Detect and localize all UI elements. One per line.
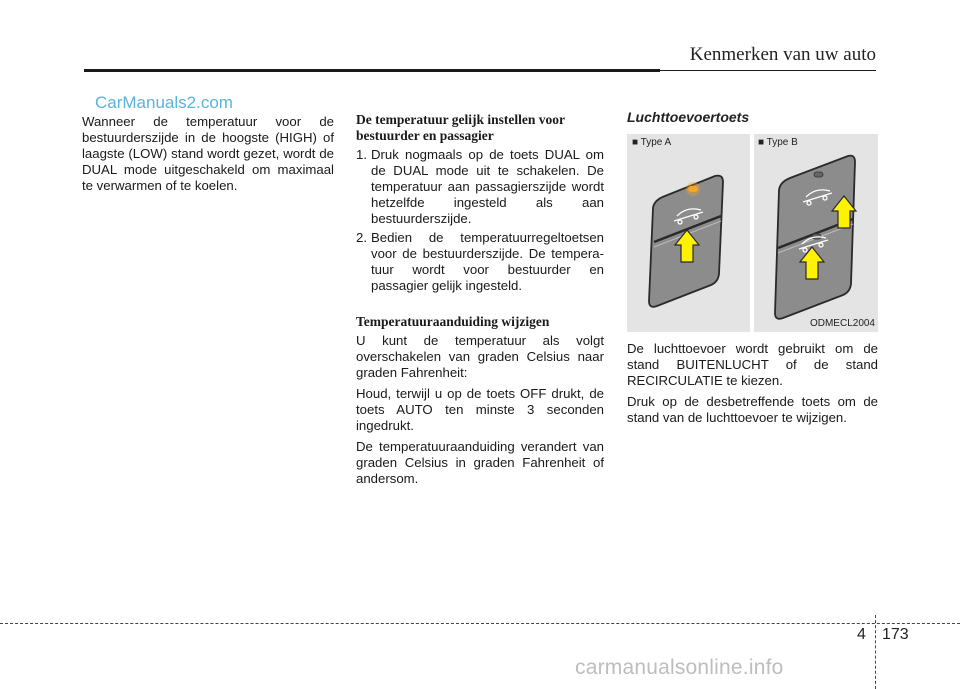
type-a-label: ■ Type A	[632, 137, 672, 148]
watermark-bottom[interactable]: carmanualsonline.info	[575, 656, 784, 679]
air-intake-figure	[627, 134, 878, 332]
section-heading-temperature-unit: Temperatuuraanduiding wijzigen	[356, 314, 550, 329]
type-b-button-illustration	[754, 134, 878, 332]
step-number: 2.	[356, 230, 367, 245]
section-heading-air-intake: Luchttoevoertoets	[627, 109, 750, 125]
column-1	[82, 114, 334, 199]
type-b-label: ■ Type B	[758, 137, 798, 148]
paragraph: Druk op de desbetreffende toets om de stand van de luchttoevoer te wijzigen.	[627, 394, 878, 425]
paragraph: Houd, terwijl u op de toets OFF drukt, de toets AUTO ten minste 3 seconden ingedrukt.	[356, 386, 604, 433]
chapter-number: 4	[857, 626, 866, 643]
paragraph: De temperatuuraanduiding verandert van graden Celsius in graden Fahrenheit of andersom.	[356, 439, 604, 486]
paragraph: U kunt de temperatuur als volgt overschakelen van graden Celsius naar graden Fahrenheit:	[356, 333, 604, 380]
type-a-indicator-light	[688, 186, 698, 192]
step-number: 1.	[356, 147, 367, 162]
page-number-divider	[875, 615, 876, 689]
footer-rule	[0, 623, 960, 624]
page-number: 173	[882, 626, 909, 643]
watermark-top[interactable]: CarManuals2.com	[95, 93, 233, 112]
intro-paragraph: Wanneer de temperatuur voor de bestuurderszijde in de hoogste (HIGH) of laagste (LOW) stand wordt gezet, wordt de DUAL mode uitgeschakeld om maximaal te verwarmen of te koelen.	[82, 114, 334, 193]
header-rule	[84, 69, 660, 72]
step-text: Druk nogmaals op de toets DUAL om de DUAL mode uit te schakelen. De temperatuur aan passagierszijde wordt hetzelfde ingesteld als aan bestuurderszijde.	[371, 147, 604, 226]
step-text: Bedien de temperatuurregeltoetsen voor de bestuurderszijde. De tempera-tuur wordt voor bestuurder en passagier gelijk ingesteld.	[371, 230, 604, 293]
column-3	[627, 109, 878, 135]
list-item	[356, 230, 604, 294]
header-rule-thin	[660, 70, 876, 71]
steps-list	[356, 147, 604, 294]
type-a-button-illustration	[627, 134, 750, 332]
type-b-indicator-top	[814, 172, 823, 177]
paragraph: De luchttoevoer wordt gebruikt om de stand BUITENLUCHT of de stand RECIRCULATIE te kiezen.	[627, 341, 878, 388]
list-item	[356, 147, 604, 227]
type-b-panel	[754, 134, 878, 332]
figure-code: ODMECL2004	[809, 318, 875, 329]
column-2	[356, 112, 604, 492]
column-3-body	[627, 341, 878, 431]
chapter-title: Kenmerken van uw auto	[689, 44, 876, 65]
type-a-panel	[627, 134, 750, 332]
section-heading-equalize: De temperatuur gelijk instellen voor bestuurder en passagier	[356, 112, 565, 143]
